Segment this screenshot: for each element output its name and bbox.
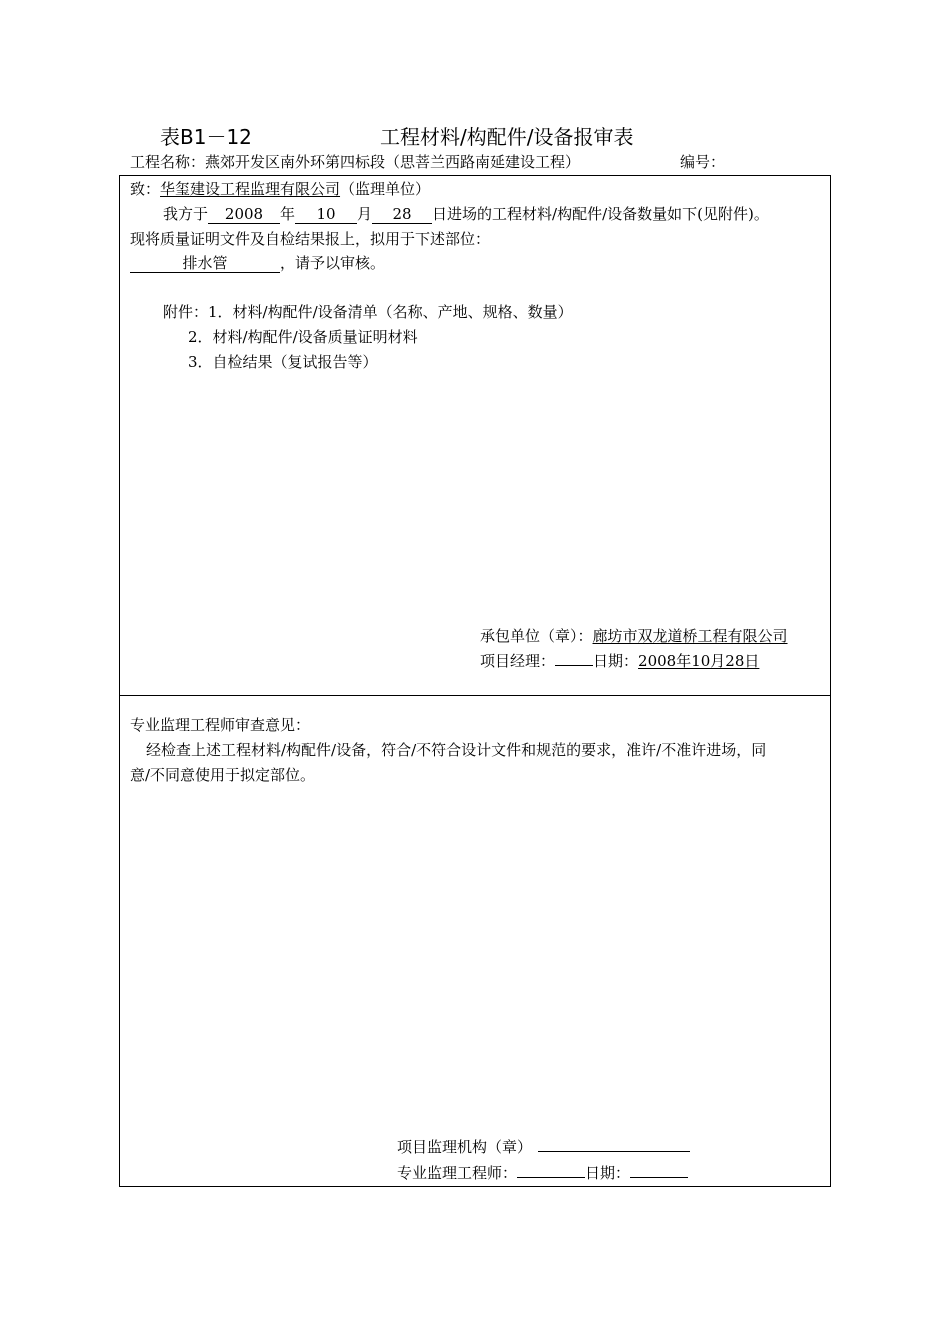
supervision-unit: 华玺建设工程监理有限公司 — [160, 180, 341, 198]
engineer-label: 专业监理工程师： — [397, 1164, 518, 1182]
contractor-name: 廊坊市双龙道桥工程有限公司 — [592, 627, 788, 645]
form-title: 工程材料/构配件/设备报审表 — [380, 125, 634, 149]
attachment-line-1 — [163, 302, 573, 322]
project-manager-signature — [555, 665, 593, 666]
addressee-line — [130, 179, 430, 199]
project-name: 燕郊开发区南外环第四标段（思菩兰西路南延建设工程） — [205, 153, 581, 171]
arrival-suffix: 日进场的工程材料/构配件/设备数量如下(见附件)。 — [432, 205, 769, 223]
serial-number-label: 编号： — [680, 153, 726, 171]
review-opinion-label: 专业监理工程师审查意见： — [130, 716, 311, 734]
arrival-day: 28 — [372, 205, 432, 224]
table-number: 表B1－12 — [160, 125, 252, 149]
supervision-org-line — [397, 1137, 690, 1157]
attachment-2: 2．材料/构配件/设备质量证明材料 — [188, 328, 418, 346]
usage-location: 排水管 — [130, 254, 280, 273]
month-label: 月 — [357, 205, 373, 223]
to-suffix: （监理单位） — [340, 180, 431, 198]
project-name-line — [130, 152, 580, 172]
review-date-label: 日期： — [585, 1164, 631, 1182]
project-label: 工程名称： — [130, 153, 206, 171]
review-date — [630, 1177, 688, 1178]
attachment-1: 1．材料/构配件/设备清单（名称、产地、规格、数量） — [208, 303, 573, 321]
supervision-org-seal — [538, 1151, 690, 1152]
manager-date-line — [480, 651, 759, 671]
to-prefix: 致： — [130, 180, 161, 198]
review-opinion-line-1: 经检查上述工程材料/构配件/设备，符合/不符合设计文件和规范的要求，准许/不准许进场，同 — [146, 741, 767, 759]
arrival-prefix: 我方于 — [163, 205, 209, 223]
date-label: 日期： — [593, 652, 639, 670]
submission-date: 2008年10月28日 — [638, 652, 760, 670]
attachment-3: 3．自检结果（复试报告等） — [188, 353, 378, 371]
project-manager-label: 项目经理： — [480, 652, 556, 670]
arrival-date-line — [163, 204, 769, 224]
arrival-month: 10 — [295, 205, 357, 224]
year-label: 年 — [280, 205, 296, 223]
location-line — [130, 253, 385, 273]
review-opinion-line-2: 意/不同意使用于拟定部位。 — [130, 766, 316, 784]
contractor-label: 承包单位（章）： — [480, 627, 593, 645]
review-request: ，请予以审核。 — [280, 254, 386, 272]
contractor-line — [480, 626, 788, 646]
arrival-year: 2008 — [208, 205, 280, 224]
engineer-date-line — [397, 1163, 688, 1183]
supervision-org-label: 项目监理机构（章） — [397, 1138, 533, 1156]
engineer-signature — [517, 1177, 585, 1178]
submission-text: 现将质量证明文件及自检结果报上，拟用于下述部位： — [130, 230, 491, 248]
attachment-label: 附件： — [163, 303, 209, 321]
